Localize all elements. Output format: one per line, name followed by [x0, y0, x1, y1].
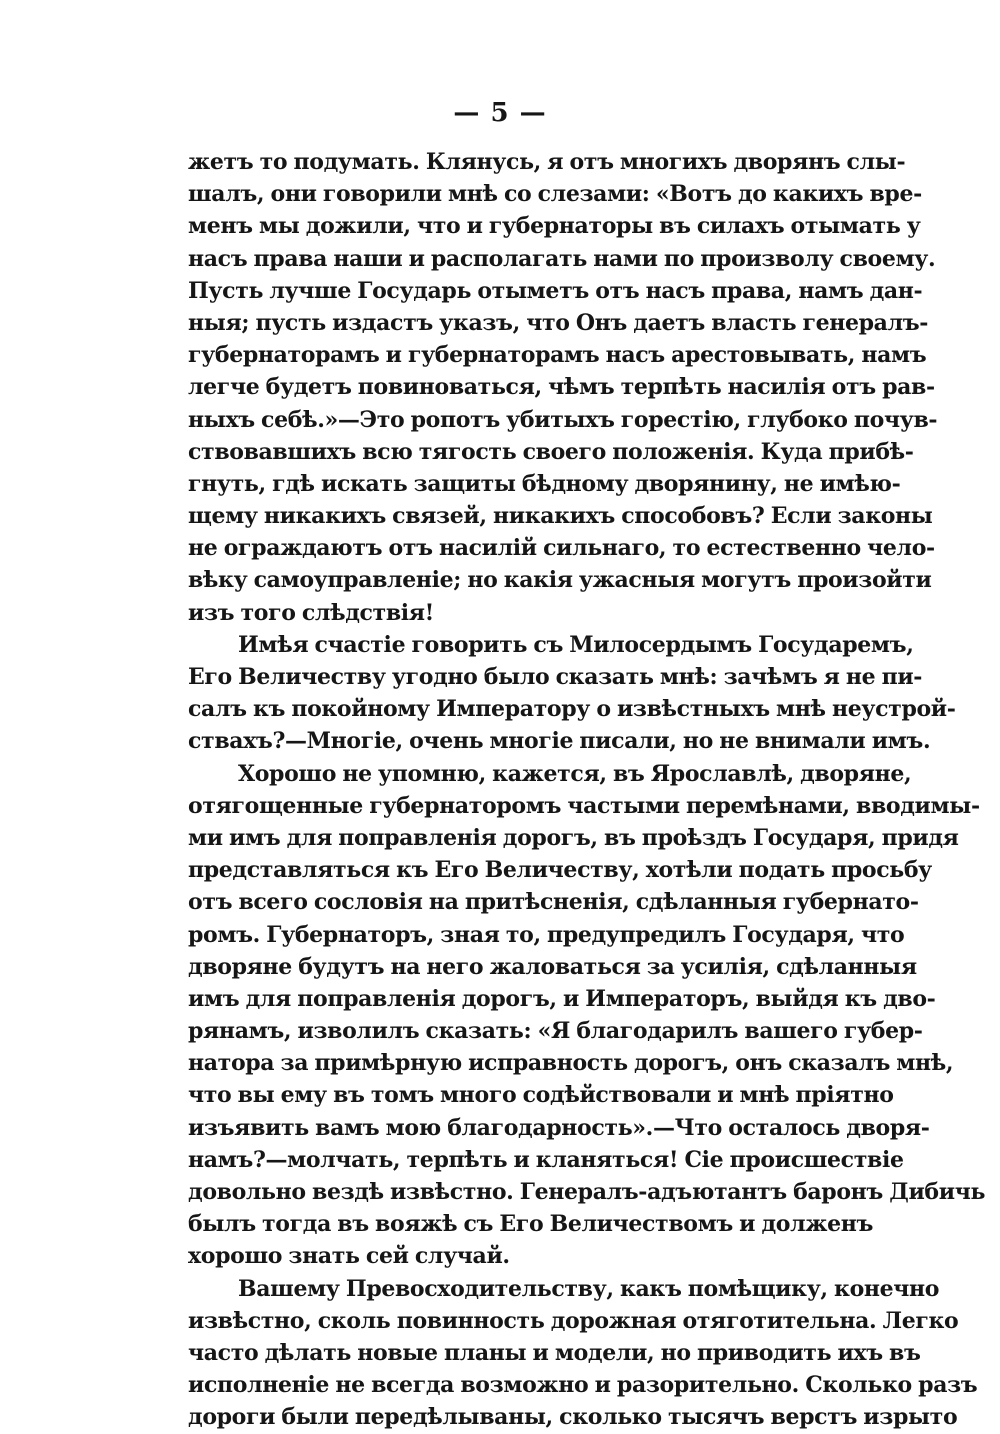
text-line: менъ мы дожили, что и губернаторы въ силахъ отымать у: [188, 213, 921, 240]
text-line: салъ къ покойному Императору о извѣстныхъ мнѣ неустрой-: [188, 696, 956, 723]
text-line: гнуть, гдѣ искать защиты бѣдному дворянину, не имѣю-: [188, 470, 901, 497]
text-line: былъ тогда въ вояжѣ съ Его Величествомъ и долженъ: [188, 1211, 874, 1238]
text-line: намъ?—молчать, терпѣть и кланяться! Сіе происшествіе: [188, 1146, 904, 1173]
text-line: Имѣя счастіе говорить съ Милосердымъ Государемъ,: [238, 631, 914, 658]
text-line: извѣстно, сколь повинность дорожная отяготительна. Легко: [188, 1307, 959, 1334]
text-line: Его Величеству угодно было сказать мнѣ: зачѣмъ я не пи-: [188, 664, 923, 690]
text-line: исполненіе не всегда возможно и разорительно. Сколько разъ: [188, 1372, 978, 1399]
text-line: натора за примѣрную исправность дорогъ, онъ сказалъ мнѣ,: [188, 1050, 954, 1077]
text-line: Хорошо не упомню, кажется, въ Ярославлѣ, дворяне,: [238, 760, 912, 787]
text-line: Пусть лучше Государь отыметъ отъ насъ права, намъ дан-: [188, 277, 923, 304]
text-line: ромъ. Губернаторъ, зная то, предупредилъ Государя, что: [188, 921, 905, 948]
text-line: насъ права наши и располагать нами по произволу своему.: [188, 245, 936, 272]
body-text: [188, 146, 986, 1434]
text-line: что вы ему въ томъ много содѣйствовали и мнѣ пріятно: [188, 1082, 894, 1109]
text-line: часто дѣлать новые планы и модели, но приводить ихъ въ: [188, 1339, 921, 1366]
text-line: губернаторамъ и губернаторамъ насъ арестовывать, намъ: [188, 342, 927, 369]
text-line: жетъ то подумать. Клянусь, я отъ многихъ дворянъ слы-: [188, 149, 906, 175]
text-line: ныхъ себѣ.»—Это ропотъ убитыхъ горестію, глубоко почув-: [188, 406, 938, 433]
text-line: представляться къ Его Величеству, хотѣли подать просьбу: [188, 857, 932, 884]
text-line: шалъ, они говорили мнѣ со слезами: «Вотъ до какихъ вре-: [188, 181, 922, 208]
text-line: изъявить вамъ мою благодарность».—Что осталось дворя-: [188, 1114, 930, 1141]
text-line: ныя; пусть издастъ указъ, что Онъ даетъ власть генералъ-: [188, 309, 929, 336]
text-line: ми имъ для поправленія дорогъ, въ проѣздъ Государя, придя: [188, 824, 959, 851]
text-line: рянамъ, изволилъ сказать: «Я благодарилъ вашего губер-: [188, 1018, 923, 1045]
text-line: не ограждаютъ отъ насилій сильнаго, то естественно чело-: [188, 535, 935, 562]
text-line: имъ для поправленія дорогъ, и Императоръ, выйдя къ дво-: [188, 985, 936, 1012]
page-number: — 5 —: [453, 98, 547, 128]
text-line: отъ всего сословія на притѣсненія, сдѣланныя губернато-: [188, 889, 919, 916]
text-line: легче будетъ повиноваться, чѣмъ терпѣть насилія отъ рав-: [188, 374, 935, 401]
text-line: отягощенные губернаторомъ частыми перемѣнами, вводимы-: [188, 792, 980, 819]
text-line: ствовавшихъ всю тягость своего положенія. Куда прибѣ-: [188, 438, 914, 465]
text-line: хорошо знать сей случай.: [188, 1243, 510, 1270]
text-line: ствахъ?—Многіе, очень многіе писали, но не внимали имъ.: [188, 728, 931, 755]
text-line: Вашему Превосходительству, какъ помѣщику, конечно: [238, 1275, 940, 1302]
text-line: вѣку самоуправленіе; но какія ужасныя могутъ произойти: [188, 567, 932, 594]
text-line: изъ того слѣдствія!: [188, 599, 434, 626]
text-line: довольно вездѣ извѣстно. Генералъ-адъютантъ баронъ Дибичь: [188, 1179, 986, 1205]
text-line: дворяне будутъ на него жаловаться за усилія, сдѣланныя: [188, 953, 917, 980]
text-line: щему никакихъ связей, никакихъ способовъ? Если законы: [188, 503, 933, 530]
text-line: дороги были передѣлываны, сколько тысячъ верстъ изрыто: [188, 1404, 958, 1431]
